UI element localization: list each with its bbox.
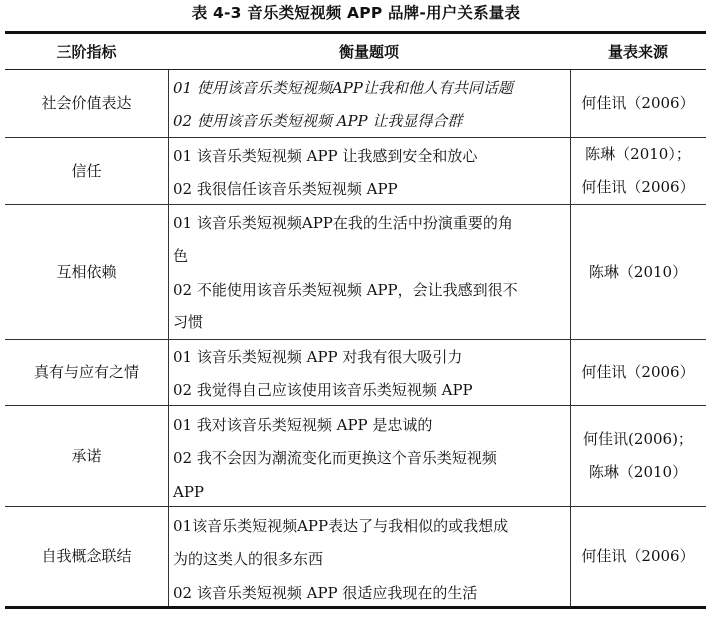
- source-line: 陈琳（2010）: [588, 463, 688, 481]
- item-line: 01该音乐类短视频APP表达了与我相似的或我想成: [173, 517, 509, 535]
- source-cell: [570, 70, 706, 137]
- item-line: 01 该音乐类短视频 APP 对我有很大吸引力: [173, 348, 463, 366]
- source-line: 何佳讯（2006）: [581, 363, 695, 381]
- source-cell: [570, 205, 706, 339]
- table-caption: 表 4-3 音乐类短视频 APP 品牌-用户关系量表: [191, 4, 521, 22]
- source-line: 何佳讯（2006）: [581, 94, 695, 112]
- table-bottom-rule: [5, 606, 706, 609]
- column-divider: [570, 70, 571, 606]
- indicator-cell: 信任: [71, 161, 102, 180]
- table-top-rule: [5, 31, 706, 34]
- indicator-cell: 互相依赖: [56, 262, 117, 281]
- item-line: 01 我对该音乐类短视频 APP 是忠诚的: [173, 416, 433, 434]
- item-line-continued: 为的这类人的很多东西: [173, 550, 324, 568]
- header-indicator: 三阶指标: [56, 43, 117, 61]
- source-line: 何佳讯（2006）: [581, 547, 695, 565]
- item-line-continued: APP: [173, 483, 205, 501]
- item-line: 02 使用该音乐类短视频 APP 让我显得合群: [173, 112, 463, 130]
- item-line: 02 我很信任该音乐类短视频 APP: [173, 180, 398, 198]
- indicator-cell: 自我概念联结: [41, 547, 132, 565]
- item-line: 02 该音乐类短视频 APP 很适应我现在的生活: [173, 584, 478, 602]
- source-line: 陈琳（2010）: [588, 262, 688, 281]
- item-line-continued: 习惯: [173, 313, 204, 331]
- item-line: 01 该音乐类短视频APP在我的生活中扮演重要的角: [173, 214, 513, 232]
- source-cell: [570, 406, 706, 506]
- item-line: 02 我不会因为潮流变化而更换这个音乐类短视频: [173, 449, 497, 467]
- source-cell: [570, 138, 706, 204]
- source-cell: [570, 507, 706, 606]
- indicator-cell: 承诺: [71, 446, 102, 465]
- header-items: 衡量题项: [338, 43, 399, 61]
- item-line: 02 不能使用该音乐类短视频 APP，会让我感到很不: [173, 281, 518, 299]
- source-cell: [570, 340, 706, 405]
- header-source: 量表来源: [607, 43, 668, 61]
- item-line: 01 该音乐类短视频 APP 让我感到安全和放心: [173, 147, 478, 165]
- indicator-cell: 社会价值表达: [41, 94, 132, 112]
- item-line: 02 我觉得自己应该使用该音乐类短视频 APP: [173, 381, 473, 399]
- column-divider: [168, 70, 169, 606]
- item-line: 01 使用该音乐类短视频APP让我和他人有共同话题: [173, 79, 513, 97]
- indicator-cell: 真有与应有之情: [33, 363, 139, 381]
- source-line: 何佳讯（2006）: [581, 178, 695, 196]
- source-line: 何佳讯(2006)；: [583, 430, 693, 448]
- source-line: 陈琳（2010）；: [585, 145, 691, 163]
- item-line-continued: 色: [173, 247, 189, 265]
